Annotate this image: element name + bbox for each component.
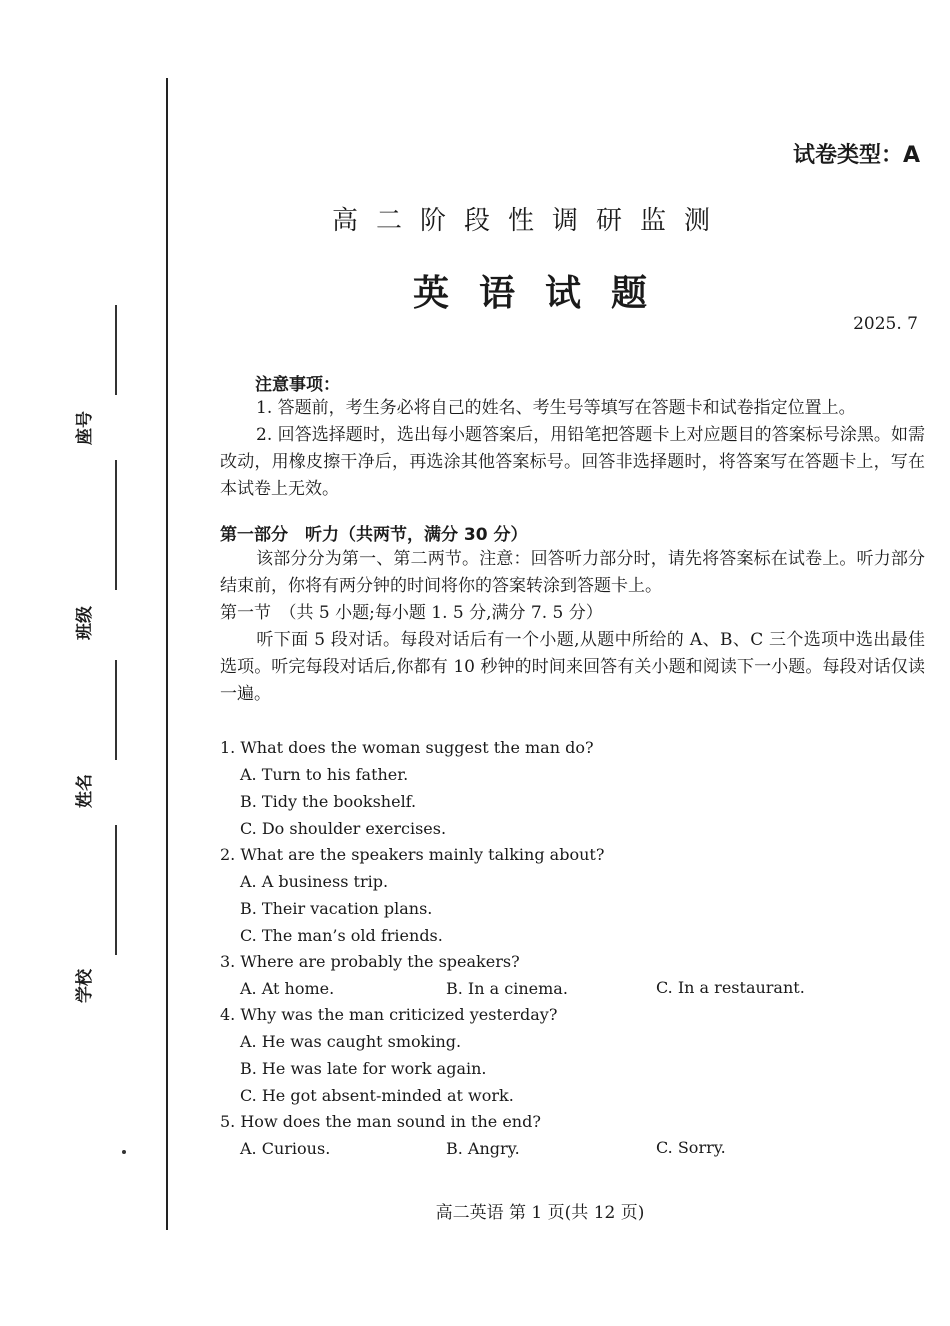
binding-line [166, 78, 168, 1230]
question-1-option-a: A. Turn to his father. [240, 765, 409, 784]
class-field-line[interactable] [115, 460, 117, 590]
question-1-option-c: C. Do shoulder exercises. [240, 819, 447, 838]
question-4-option-c: C. He got absent-minded at work. [240, 1086, 514, 1105]
part1-intro [220, 546, 925, 600]
question-2-option-a: A. A business trip. [240, 872, 389, 891]
exam-date: 2025. 7 [853, 314, 918, 334]
page-footer: 高二英语 第 1 页(共 12 页) [435, 1203, 645, 1223]
question-5-option-a: A. Curious. [240, 1139, 331, 1158]
notice-item-2-text: 2. 回答选择题时，选出每小题答案后，用铅笔把答题卡上对应题目的答案标号涂黑。如需改动，用橡皮擦干净后，再选涂其他答案标号。回答非选择题时，将答案写在答题卡上，写在本试卷上无效。 [220, 425, 925, 499]
name-label: 姓名 [75, 774, 95, 808]
paper-type: 试卷类型：A [792, 143, 920, 168]
question-4-option-b: B. He was late for work again. [240, 1059, 487, 1078]
name-field-line[interactable] [115, 660, 117, 760]
seat-field-line[interactable] [115, 305, 117, 395]
question-3-stem: 3. Where are probably the speakers? [220, 952, 520, 971]
question-5-option-b: B. Angry. [446, 1139, 520, 1158]
question-3-option-c: C. In a restaurant. [656, 978, 805, 997]
question-2-stem: 2. What are the speakers mainly talking about? [220, 845, 605, 864]
notice-item-1 [220, 395, 925, 422]
school-field-line[interactable] [115, 825, 117, 955]
question-2-option-b: B. Their vacation plans. [240, 899, 433, 918]
question-1-stem: 1. What does the woman suggest the man do? [220, 738, 594, 757]
part1-intro-text: 该部分分为第一、第二两节。注意：回答听力部分时，请先将答案标在试卷上。听力部分结束前，你将有两分钟的时间将你的答案转涂到答题卡上。 [220, 549, 925, 596]
name-field-label [70, 718, 95, 808]
question-1-option-b: B. Tidy the bookshelf. [240, 792, 417, 811]
question-5-stem: 5. How does the man sound in the end? [220, 1112, 541, 1131]
question-3-option-b: B. In a cinema. [446, 979, 568, 998]
notice-item-2 [220, 422, 925, 503]
seat-label: 座号 [75, 411, 95, 445]
seat-field-label [70, 355, 95, 445]
class-label: 班级 [75, 606, 95, 640]
section1-heading: 第一节 （共 5 小题;每小题 1. 5 分,满分 7. 5 分） [220, 603, 603, 623]
exam-subtitle: 高二阶段性调研监测 [331, 206, 728, 236]
notice-item-1-text: 1. 答题前，考生务必将自己的姓名、考生号等填写在答题卡和试卷指定位置上。 [256, 398, 856, 418]
school-field-label [70, 913, 95, 1003]
exam-title: 英语试题 [412, 273, 677, 314]
school-label: 学校 [75, 969, 95, 1003]
part1-heading: 第一部分 听力（共两节，满分 30 分） [220, 525, 528, 545]
section1-instructions-text: 听下面 5 段对话。每段对话后有一个小题,从题中所给的 A、B、C 三个选项中选出最佳选项。听完每段对话后,你都有 10 秒钟的时间来回答有关小题和阅读下一小题。每段对话仅读一遍。 [220, 630, 925, 704]
question-3-option-a: A. At home. [240, 979, 335, 998]
question-4-option-a: A. He was caught smoking. [240, 1032, 462, 1051]
question-4-stem: 4. Why was the man criticized yesterday? [220, 1005, 558, 1024]
question-2-option-c: C. The man’s old friends. [240, 926, 443, 945]
class-field-label [70, 550, 95, 640]
notice-heading: 注意事项： [255, 375, 340, 395]
section1-instructions [220, 627, 925, 708]
question-5-option-c: C. Sorry. [656, 1138, 726, 1157]
margin-dot [122, 1150, 126, 1154]
